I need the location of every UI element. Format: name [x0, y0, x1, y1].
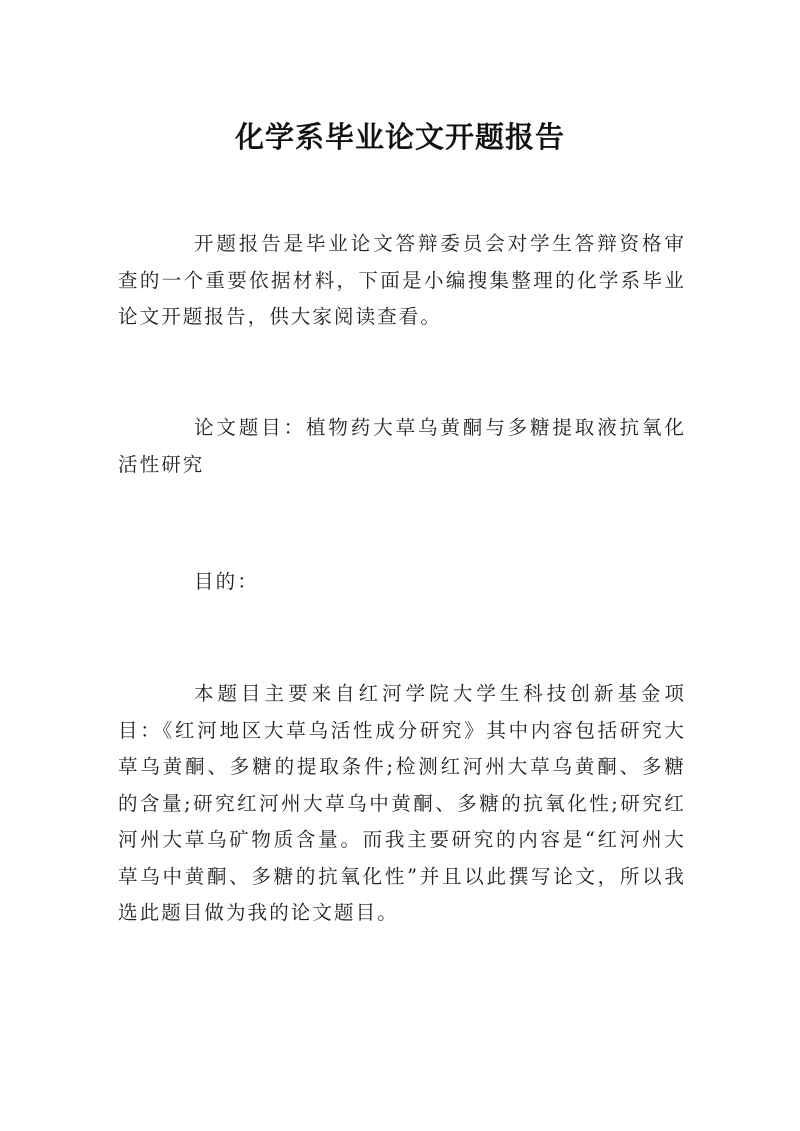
aim-heading: 目的： [194, 570, 259, 593]
aim-body-paragraph: 本题目主要来自红河学院大学生科技创新基金项目：《红河地区大草乌活性成分研究》其中内容包括研究大草乌黄酮、多糖的提取条件;检测红河州大草乌黄酮、多糖的含量;研究红河州大草乌中黄酮、多糖的抗氧化性;研究红河州大草乌矿物质含量。而我主要研究的内容是“红河州大草乌中黄酮、多糖的抗氧化性”并且以此撰写论文，所以我选此题目做为我的论文题目。 [118, 682, 686, 924]
document-title: 化学系毕业论文开题报告 [234, 120, 565, 155]
intro-paragraph: 开题报告是毕业论文答辩委员会对学生答辩资格审查的一个重要依据材料，下面是小编搜集整理的化学系毕业论文开题报告，供大家阅读查看。 [118, 232, 686, 328]
thesis-topic-paragraph: 论文题目：植物药大草乌黄酮与多糖提取液抗氧化活性研究 [118, 416, 686, 476]
